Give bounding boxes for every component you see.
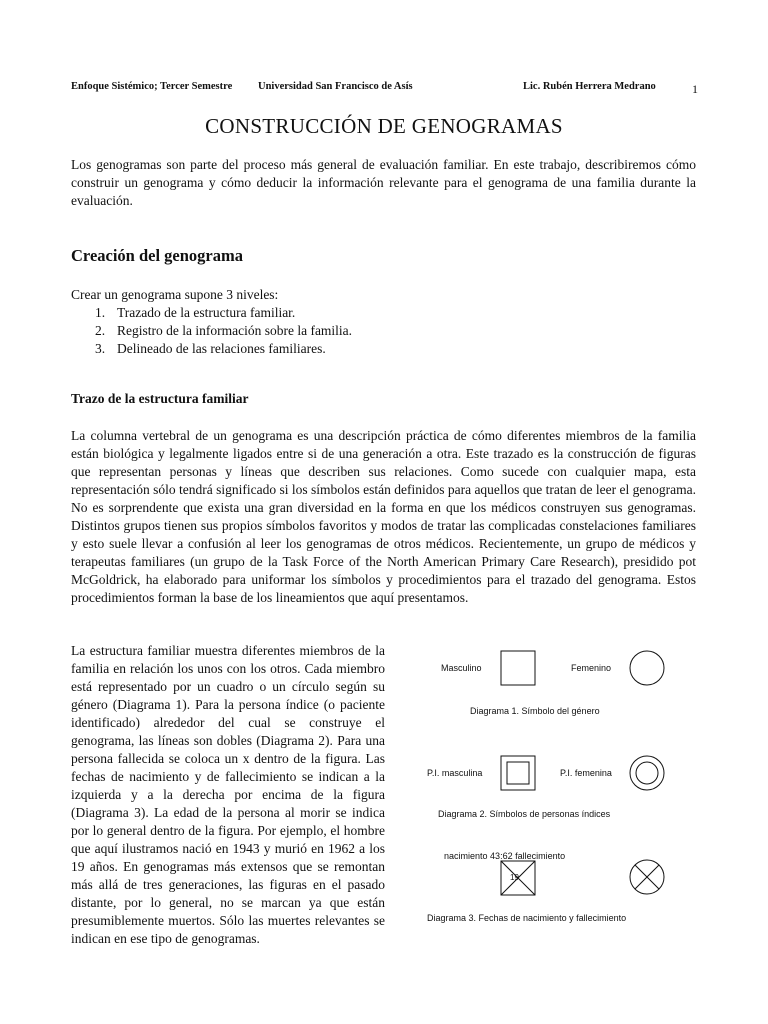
structure-paragraph: La columna vertebral de un genograma es una descripción práctica de cómo diferentes miembros de la familia están biológica y legalmente ligados entre si de una generación a otra. Este trazado es la construcción de figuras que representan personas y líneas que describen sus relaciones. Como sucede con cualquier mapa, esta representación sólo tendrá significado si los símbolos están definidos para aquellos que tratan de leer el genograma. No es sorprendente que exista una gran diversidad en la forma en que los médicos construyen sus genogramas. Distintos grupos tienen sus propios símbolos favoritos y modos de tratar las complicadas constelaciones familiares y esto suele llevar a confusión al leer los genogramas de otros médicos. Recientemente, un grupo de médicos y terapeutas familiares (un grupo de la Task Force of the North American Primary Care Research), presidido pot McGoldrick, ha elaborado para uniformar los símbolos y procedimientos para el trazado del genograma. Estos procedimientos forman la base de los lineamientos que aquí presentamos. [71,428,696,605]
page-number: 1 [692,82,698,96]
male-square-symbol [501,651,535,685]
death-label: fallecimiento [515,851,566,861]
diagram1-caption: Diagrama 1. Símbolo del género [470,706,600,716]
diagram2-female-label: P.I. femenina [560,768,612,778]
list-item-text: Registro de la información sobre la familia. [117,323,353,338]
section-heading-trazo: Trazo de la estructura familiar [71,391,249,406]
list-lead: Crear un genograma supone 3 niveles: [71,287,279,302]
list-item-number: 2. [95,323,106,338]
list-item-text: Delineado de las relaciones familiares. [117,341,326,356]
intro-paragraph: Los genogramas son parte del proceso más general de evaluación familiar. En este trabajo, describiremos cómo construir un genograma y cómo deducir la información relevante para el genograma de una familia durante la evaluación. [71,157,696,208]
column-text: La estructura familiar muestra diferentes miembros de la familia en relación los unos con los otros. Cada miembro está representado por un cuadro o un círculo según su género (Diagrama 1). Para la persona índice (o paciente identificado) alrededor del cual se construye el genograma, las líneas son dobles (Diagrama 2). Para una persona fallecida se coloca un x dentro de la figura. Las fechas de nacimiento y de fallecimiento se indican a la izquierda y a la derecha por encima de la figura (Diagrama 3). La edad de la persona al morir se indica por lo general dentro de la figura. Por ejemplo, el hombre que aquí ilustramos nació en 1943 y murió en 1962 a los 19 años. En genogramas más extensos que se remontan más allá de tres generaciones, las figuras en el pasado distante, por lo general, no se marcan ya que están presumiblemente muertos. Sólo las muertes relevantes se indican en ese tipo de genogramas. [71,643,385,946]
diagram1-male-label: Masculino [441,663,482,673]
index-male-inner-square [507,762,529,784]
index-female-outer-circle [630,756,664,790]
header-center: Universidad San Francisco de Asís [258,81,413,92]
female-circle-symbol [630,651,664,685]
birth-year: 43 [490,851,501,861]
header-right: Lic. Rubén Herrera Medrano [523,81,656,92]
death-year: 62 [502,851,513,861]
age-at-death: 19 [510,873,519,882]
list-item-number: 3. [95,341,106,356]
diagram2-caption: Diagrama 2. Símbolos de personas índices [438,809,611,819]
section-heading-creacion: Creación del genograma [71,246,244,265]
index-female-inner-circle [636,762,658,784]
birth-label: nacimiento [444,851,488,861]
page-title: CONSTRUCCIÓN DE GENOGRAMAS [205,114,563,138]
index-male-outer-square [501,756,535,790]
diagram3-date-labels: nacimiento 43:62 fallecimiento [444,851,566,861]
diagram2-male-label: P.I. masculina [427,768,483,778]
diagram3-caption: Diagrama 3. Fechas de nacimiento y fallecimiento [427,913,627,923]
header-left: Enfoque Sistémico; Tercer Semestre [71,81,233,92]
list-item-text: Trazado de la estructura familiar. [117,305,296,320]
diagram1-female-label: Femenino [571,663,612,673]
list-item-number: 1. [95,305,106,320]
